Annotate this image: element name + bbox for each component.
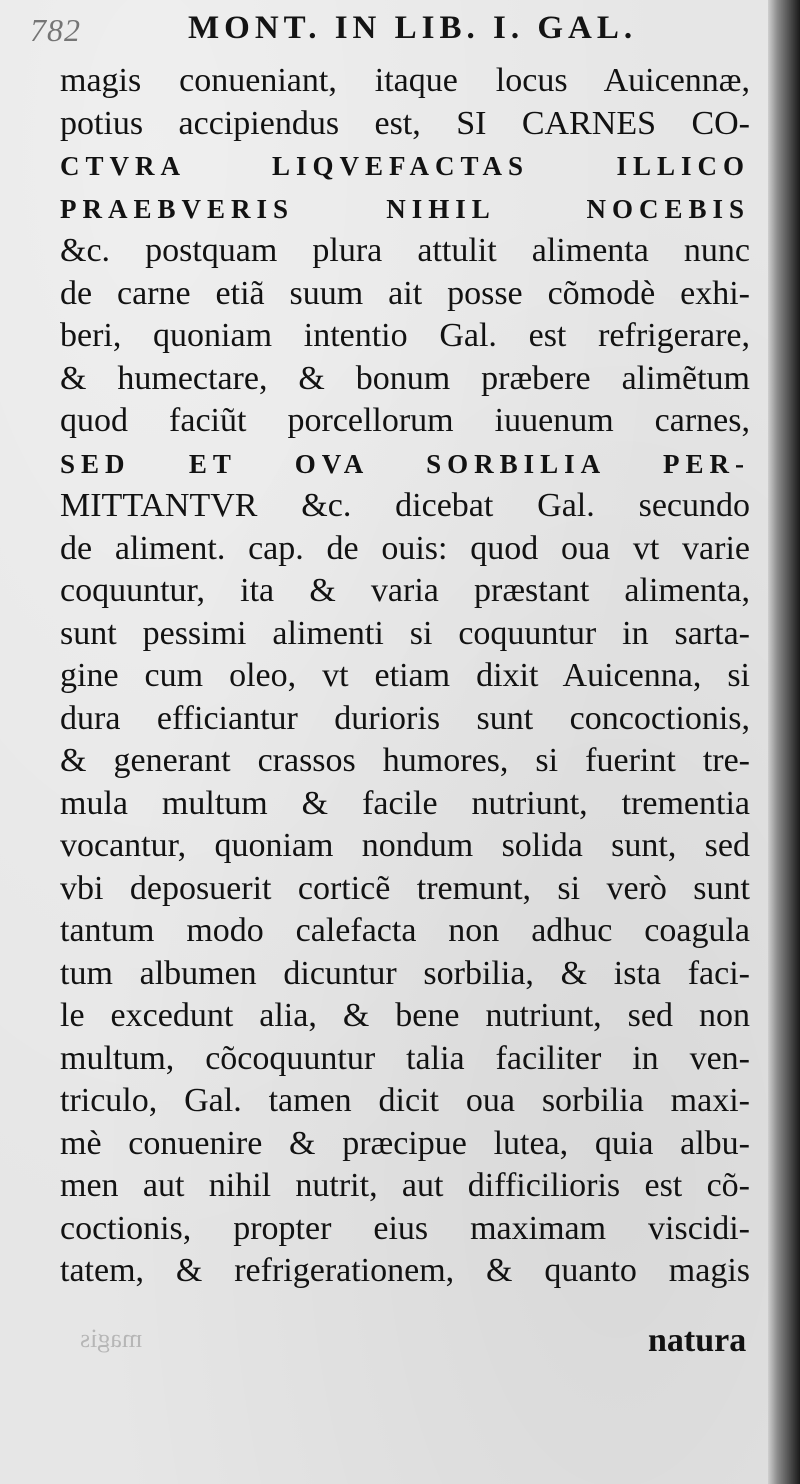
text-line: tatem, & refrigerationem, & quanto magis	[60, 1252, 750, 1289]
page-number: 782	[30, 12, 81, 48]
text-line: PRAEBVERIS NIHIL NOCEBIS	[60, 193, 750, 224]
text-line: & generant crassos humores, si fuerint tre-	[60, 742, 750, 779]
text-line: gine cum oleo, vt etiam dixit Auicenna, si	[60, 657, 750, 694]
text-line: de carne etiã suum ait posse cõmodè exhi-	[60, 274, 750, 312]
text-line: coquuntur, ita & varia præstant alimenta,	[60, 572, 750, 609]
text-line: multum, cõcoquuntur talia faciliter in ven-	[60, 1039, 750, 1077]
text-line: quod faciũt porcellorum iuuenum carnes,	[60, 402, 750, 439]
text-line: potius accipiendus est, SI CARNES CO-	[60, 104, 750, 142]
running-head-title: MONT. IN LIB. I. GAL.	[188, 10, 638, 46]
text-line: tantum modo calefacta non adhuc coagula	[60, 912, 750, 949]
bleed-through-text: magis	[80, 1324, 143, 1353]
text-line: le excedunt alia, & bene nutriunt, sed non	[60, 997, 750, 1034]
text-line: coctionis, propter eius maximam viscidi-	[60, 1209, 750, 1247]
text-line: beri, quoniam intentio Gal. est refrigerare,	[60, 317, 750, 354]
text-line: &c. postquam plura attulit alimenta nunc	[60, 232, 750, 269]
text-line: sunt pessimi alimenti si coquuntur in sarta-	[60, 614, 750, 652]
text-line: SED ET OVA SORBILIA PER-	[60, 448, 750, 479]
running-head	[0, 6, 772, 50]
text-line: CTVRA LIQVEFACTAS ILLICO	[60, 151, 750, 181]
text-line: tum albumen dicuntur sorbilia, & ista faci-	[60, 954, 750, 992]
text-line: de aliment. cap. de ouis: quod oua vt varie	[60, 529, 750, 567]
text-line: vbi deposuerit corticẽ tremunt, si verò sunt	[60, 869, 750, 907]
text-line: mè conuenire & præcipue lutea, quia albu-	[60, 1124, 750, 1162]
page-edge-shadow	[768, 0, 800, 1484]
text-line: & humectare, & bonum præbere alimẽtum	[60, 359, 750, 397]
text-line: magis conueniant, itaque locus Auicennæ,	[60, 62, 750, 99]
text-line: dura efficiantur durioris sunt concoctionis,	[60, 699, 750, 737]
catchword: natura	[648, 1322, 747, 1359]
text-line: MITTANTVR &c. dicebat Gal. secundo	[60, 487, 750, 524]
text-line: vocantur, quoniam nondum solida sunt, sed	[60, 827, 750, 864]
text-line: mula multum & facile nutriunt, trementia	[60, 784, 750, 822]
body-text	[60, 60, 750, 1293]
text-line: men aut nihil nutrit, aut difficilioris est cõ-	[60, 1167, 750, 1204]
text-line: triculo, Gal. tamen dicit oua sorbilia maxi-	[60, 1082, 750, 1119]
